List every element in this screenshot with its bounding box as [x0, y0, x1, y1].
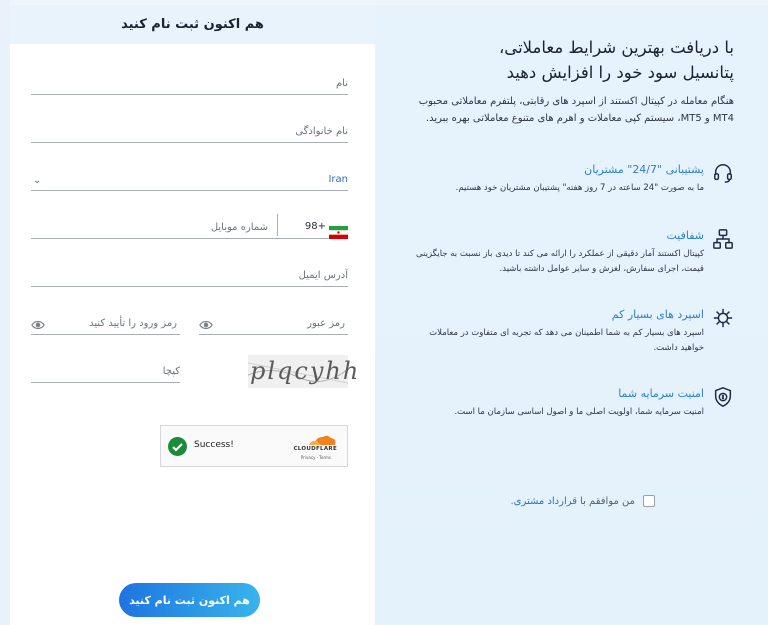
cloudflare-brand: CLOUDFLARE — [293, 446, 337, 452]
cloud-icon — [285, 433, 337, 447]
confirm-password-placeholder: رمز ورود را تأیید کنید — [89, 318, 177, 329]
checkmark-icon — [168, 437, 187, 456]
network-icon — [712, 228, 734, 250]
feature-title: شفافیت — [666, 229, 704, 242]
info-title-line-1: با دریافت بهترین شرایط معاملاتی، — [498, 38, 734, 57]
last-name-input[interactable] — [31, 118, 348, 143]
page-background — [0, 0, 10, 625]
info-title — [409, 35, 734, 85]
agree-checkbox[interactable] — [643, 495, 655, 507]
feature-support — [404, 162, 734, 196]
cloudflare-logo — [285, 432, 337, 462]
cloudflare-links[interactable]: Privacy · Terms — [300, 455, 331, 460]
info-title-line-2: پتانسیل سود خود را افزایش دهید — [506, 63, 734, 82]
password-input[interactable] — [199, 310, 348, 335]
shield-dollar-icon — [712, 386, 734, 408]
feature-text: امنیت سرمایه شما، اولویت اصلی ما و اصول اساسی سازمان ما است. — [454, 407, 704, 417]
feature-text: کپیتال اکستند آمار دقیقی از عملکرد را ارائه می کند تا دیدی باز نسبت به جایگزینی قیمت، اجرای سفارش، لغزش و سایر عوامل داشته باشید. — [415, 249, 704, 274]
first-name-placeholder: نام — [335, 78, 348, 89]
register-button[interactable]: هم اکنون ثبت نام کنید — [119, 583, 260, 617]
confirm-password-input[interactable] — [31, 310, 180, 335]
mobile-input[interactable] — [31, 214, 348, 239]
cloudflare-widget[interactable] — [160, 425, 348, 467]
agreement-row — [510, 495, 655, 507]
cloudflare-status: Success! — [194, 440, 234, 450]
eye-icon[interactable] — [199, 320, 213, 330]
captcha-placeholder: کپچا — [162, 366, 180, 377]
feature-security — [404, 386, 734, 420]
agree-text: من موافقم با — [580, 495, 635, 507]
iran-flag-icon — [329, 226, 348, 239]
captcha-input[interactable] — [31, 358, 180, 383]
eye-icon[interactable] — [31, 320, 45, 330]
feature-text: اسپرد های بسیار کم به شما اطمینان می دهد که تجربه ای متفاوت در معاملات خواهید داشت. — [429, 328, 704, 353]
password-placeholder: رمز عبور — [307, 318, 345, 329]
success-check-icon — [168, 437, 187, 456]
email-placeholder: آدرس ایمیل — [298, 270, 348, 281]
phone-separator — [277, 214, 278, 236]
feature-title: پشتیبانی "24/7" مشتریان — [584, 163, 704, 176]
captcha-text: plqcyhh — [250, 357, 361, 385]
form-header: هم اکنون ثبت نام کنید — [10, 5, 375, 44]
feature-transparency — [404, 228, 734, 277]
feature-title: اسپرد های بسیار کم — [611, 308, 704, 321]
customer-agreement-link[interactable]: قرارداد مشتری. — [510, 495, 578, 507]
chevron-down-icon: ⌄ — [33, 175, 42, 186]
info-description: هنگام معامله در کپیتال اکستند از اسپرد های رقابتی، پلتفرم معاملاتی محبوب MT4 و MT5، سیستم کپی معاملات و اهرم های متنوع معاملاتی بهره ببرید. — [418, 96, 734, 124]
headset-icon — [712, 162, 734, 184]
virus-icon — [712, 307, 734, 329]
captcha-image — [248, 355, 361, 388]
feature-low-spread — [404, 307, 734, 356]
mobile-placeholder: شماره موبایل — [210, 222, 268, 233]
feature-title: امنیت سرمایه شما — [618, 387, 704, 400]
country-value: Iran — [328, 174, 348, 185]
phone-country-code: 98+ — [304, 221, 326, 232]
last-name-placeholder: نام خانوادگی — [295, 126, 348, 137]
email-input[interactable] — [31, 262, 348, 287]
first-name-input[interactable] — [31, 70, 348, 95]
country-select[interactable] — [31, 166, 348, 191]
feature-text: ما به صورت "24 ساعته در 7 روز هفته" پشتیبان مشتریان خود هستیم. — [455, 183, 704, 193]
